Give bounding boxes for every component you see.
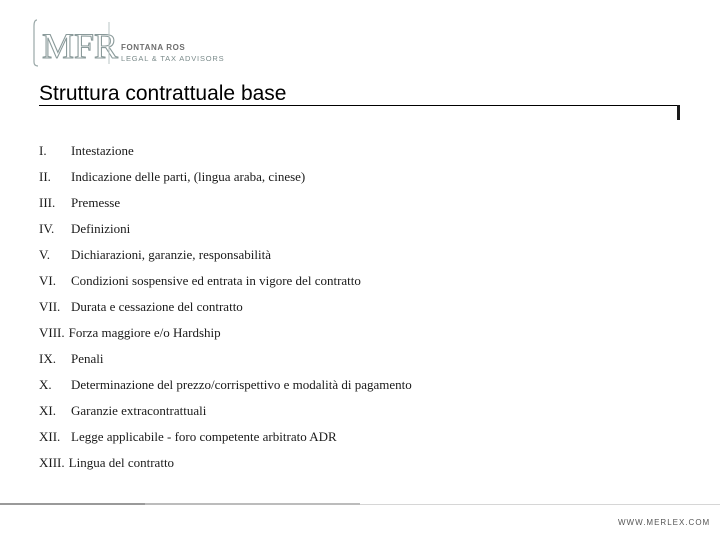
item-number: II. <box>39 169 51 184</box>
list-item <box>39 273 412 299</box>
item-text: Legge applicabile - foro competente arbitrato ADR <box>71 429 337 444</box>
list-item <box>39 377 412 403</box>
item-text: Indicazione delle parti, (lingua araba, cinese) <box>71 169 306 184</box>
list-item <box>39 325 412 351</box>
item-number: I. <box>39 143 47 158</box>
item-number: IV. <box>39 221 55 236</box>
item-text: Premesse <box>71 195 121 210</box>
item-text: Garanzie extracontrattuali <box>71 403 207 418</box>
item-text: Intestazione <box>71 143 134 158</box>
list-item <box>39 169 412 195</box>
list-item <box>39 143 412 169</box>
item-text: Durata e cessazione del contratto <box>71 299 243 314</box>
list-item <box>39 429 412 455</box>
list-item <box>39 247 412 273</box>
item-text: Condizioni sospensive ed entrata in vigore del contratto <box>71 273 361 288</box>
structure-list <box>39 143 412 481</box>
list-item <box>39 403 412 429</box>
footer-divider-light <box>360 504 720 505</box>
item-text: Forza maggiore e/o Hardship <box>68 325 221 340</box>
list-item <box>39 351 412 377</box>
list-item <box>39 195 412 221</box>
item-number: VII. <box>39 299 61 314</box>
list-item <box>39 455 412 481</box>
list-item <box>39 299 412 325</box>
item-text: Dichiarazioni, garanzie, responsabilità <box>71 247 271 262</box>
footer-website: WWW.MERLEX.COM <box>618 518 711 527</box>
company-logo <box>33 18 223 70</box>
item-number: XII. <box>39 429 61 444</box>
page-title: Struttura contrattuale base <box>39 82 287 105</box>
footer-divider-dark <box>0 503 145 505</box>
svg-text:MFR: MFR <box>42 26 119 66</box>
item-number: IX. <box>39 351 56 366</box>
footer-divider-mid <box>145 503 360 505</box>
title-underline-end-mark <box>677 105 680 120</box>
item-text: Definizioni <box>71 221 131 236</box>
item-number: VIII. <box>39 325 65 340</box>
item-number: VI. <box>39 273 56 288</box>
item-number: XIII. <box>39 455 65 470</box>
item-number: III. <box>39 195 56 210</box>
list-item <box>39 221 412 247</box>
item-text: Penali <box>71 351 104 366</box>
mfr-logo-mark-icon <box>33 18 119 68</box>
item-text: Determinazione del prezzo/corrispettivo e modalità di pagamento <box>71 377 412 392</box>
logo-company-name: FONTANA ROS <box>121 43 186 52</box>
item-number: XI. <box>39 403 56 418</box>
item-number: X. <box>39 377 52 392</box>
item-text: Lingua del contratto <box>68 455 175 470</box>
logo-tagline: LEGAL & TAX ADVISORS <box>121 54 225 63</box>
item-number: V. <box>39 247 50 262</box>
title-underline <box>39 105 680 106</box>
